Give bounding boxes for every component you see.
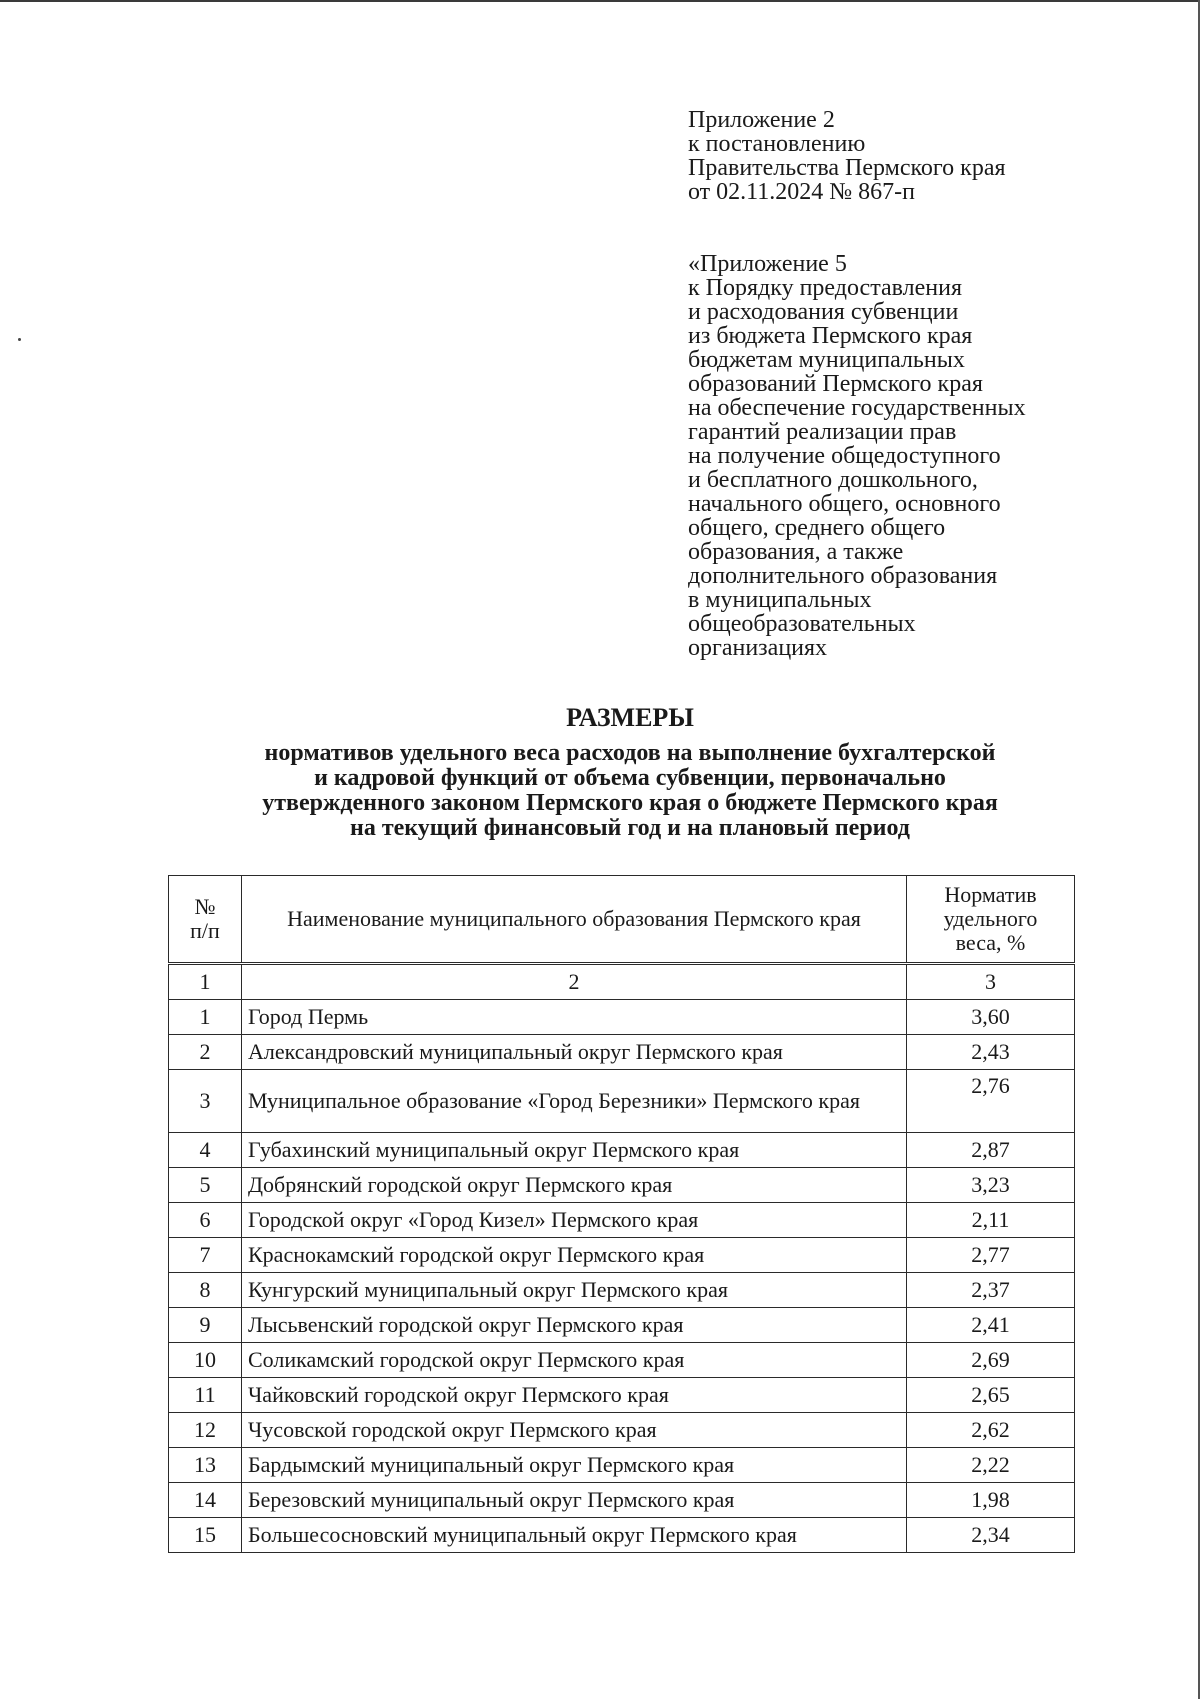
row-number: 7	[169, 1238, 242, 1273]
appendix-5-line: дополнительного образования	[688, 563, 998, 589]
row-municipality: Чайковский городской округ Пермского края	[242, 1378, 907, 1413]
row-norm-value: 1,98	[907, 1483, 1075, 1518]
row-number: 4	[169, 1133, 242, 1168]
row-norm-value: 2,43	[907, 1035, 1075, 1070]
table-row	[169, 1273, 1075, 1308]
row-municipality: Добрянский городской округ Пермского края	[242, 1168, 907, 1203]
row-municipality: Бардымский муниципальный округ Пермского края	[242, 1448, 907, 1483]
table-row	[169, 1238, 1075, 1273]
row-norm-value: 2,76	[907, 1070, 1075, 1133]
appendix-2-block	[688, 108, 1006, 204]
table-row	[169, 1203, 1075, 1238]
column-index: 1	[169, 964, 242, 1000]
appendix-5-line: на получение общедоступного	[688, 443, 1001, 469]
header-norm	[907, 876, 1075, 964]
appendix-5-line: образований Пермского края	[688, 371, 983, 397]
row-norm-value: 2,62	[907, 1413, 1075, 1448]
header-number	[169, 876, 242, 964]
row-municipality: Муниципальное образование «Город Березники» Пермского края	[242, 1070, 907, 1133]
row-norm-value: 2,69	[907, 1343, 1075, 1378]
table-row	[169, 1035, 1075, 1070]
appendix-2-line: от 02.11.2024 № 867-п	[688, 179, 916, 205]
row-number: 1	[169, 1000, 242, 1035]
row-municipality: Чусовской городской округ Пермского края	[242, 1413, 907, 1448]
appendix-5-line: из бюджета Пермского края	[688, 323, 973, 349]
row-number: 13	[169, 1448, 242, 1483]
appendix-5-line: к Порядку предоставления	[688, 275, 963, 301]
row-norm-value: 2,37	[907, 1273, 1075, 1308]
header-municipality: Наименование муниципального образования Пермского края	[242, 876, 907, 964]
norms-table	[168, 875, 1075, 1553]
row-norm-value: 2,87	[907, 1133, 1075, 1168]
table-row	[169, 1000, 1075, 1035]
column-index: 2	[242, 964, 907, 1000]
header-norm-line: удельного	[943, 906, 1038, 931]
row-municipality: Березовский муниципальный округ Пермского края	[242, 1483, 907, 1518]
table-row	[169, 1378, 1075, 1413]
appendix-2-line: Приложение 2	[688, 107, 835, 133]
row-number: 9	[169, 1308, 242, 1343]
scan-edge-top	[0, 0, 1200, 2]
row-number: 14	[169, 1483, 242, 1518]
subtitle-line: нормативов удельного веса расходов на выполнение бухгалтерской	[264, 740, 996, 766]
row-municipality: Губахинский муниципальный округ Пермского края	[242, 1133, 907, 1168]
row-number: 12	[169, 1413, 242, 1448]
row-municipality: Большесосновский муниципальный округ Пермского края	[242, 1518, 907, 1553]
row-number: 10	[169, 1343, 242, 1378]
table-header-row	[169, 876, 1075, 964]
row-norm-value: 2,77	[907, 1238, 1075, 1273]
appendix-5-line: организациях	[688, 635, 828, 661]
appendix-5-line: в муниципальных	[688, 587, 872, 613]
row-municipality: Краснокамский городской округ Пермского края	[242, 1238, 907, 1273]
appendix-5-line: бюджетам муниципальных	[688, 347, 965, 373]
appendix-5-line: гарантий реализации прав	[688, 419, 957, 445]
appendix-5-line: и расходования субвенции	[688, 299, 959, 325]
appendix-2-line: к постановлению	[688, 131, 866, 157]
row-municipality: Город Пермь	[242, 1000, 907, 1035]
appendix-5-line: общего, среднего общего	[688, 515, 946, 541]
row-municipality: Кунгурский муниципальный округ Пермского края	[242, 1273, 907, 1308]
header-norm-line: веса, %	[955, 930, 1026, 955]
row-number: 2	[169, 1035, 242, 1070]
row-number: 3	[169, 1070, 242, 1133]
table-row	[169, 1168, 1075, 1203]
row-norm-value: 2,11	[907, 1203, 1075, 1238]
appendix-5-line: на обеспечение государственных	[688, 395, 1026, 421]
row-municipality: Городской округ «Город Кизел» Пермского края	[242, 1203, 907, 1238]
table-row	[169, 1343, 1075, 1378]
document-title: РАЗМЕРЫ	[566, 703, 694, 732]
row-norm-value: 3,23	[907, 1168, 1075, 1203]
row-municipality: Лысьвенский городской округ Пермского края	[242, 1308, 907, 1343]
table-row	[169, 1308, 1075, 1343]
row-number: 5	[169, 1168, 242, 1203]
column-index-row	[169, 964, 1075, 1000]
header-norm-line: Норматив	[944, 882, 1037, 907]
row-number: 6	[169, 1203, 242, 1238]
row-municipality: Соликамский городской округ Пермского края	[242, 1343, 907, 1378]
appendix-2-line: Правительства Пермского края	[688, 155, 1006, 181]
header-number-line: №	[194, 894, 216, 919]
subtitle-line: и кадровой функций от объема субвенции, первоначально	[314, 765, 946, 791]
document-subtitle	[0, 741, 1200, 841]
row-norm-value: 2,65	[907, 1378, 1075, 1413]
appendix-5-line: «Приложение 5	[688, 251, 847, 277]
subtitle-line: на текущий финансовый год и на плановый период	[350, 815, 910, 841]
appendix-5-line: начального общего, основного	[688, 491, 1001, 517]
appendix-5-line: общеобразовательных	[688, 611, 916, 637]
row-number: 11	[169, 1378, 242, 1413]
table-row	[169, 1413, 1075, 1448]
table-row	[169, 1448, 1075, 1483]
appendix-5-line: образования, а также	[688, 539, 904, 565]
table-row	[169, 1518, 1075, 1553]
column-index: 3	[907, 964, 1075, 1000]
row-norm-value: 3,60	[907, 1000, 1075, 1035]
row-norm-value: 2,22	[907, 1448, 1075, 1483]
header-number-line: п/п	[190, 918, 220, 943]
subtitle-line: утвержденного законом Пермского края о бюджете Пермского края	[262, 790, 998, 816]
row-municipality: Александровский муниципальный округ Пермского края	[242, 1035, 907, 1070]
table-row	[169, 1070, 1075, 1133]
row-norm-value: 2,34	[907, 1518, 1075, 1553]
appendix-5-block	[688, 252, 1026, 660]
row-number: 8	[169, 1273, 242, 1308]
appendix-5-line: и бесплатного дошкольного,	[688, 467, 978, 493]
row-number: 15	[169, 1518, 242, 1553]
table-row	[169, 1483, 1075, 1518]
table-row	[169, 1133, 1075, 1168]
scan-speck	[18, 338, 21, 341]
row-norm-value: 2,41	[907, 1308, 1075, 1343]
